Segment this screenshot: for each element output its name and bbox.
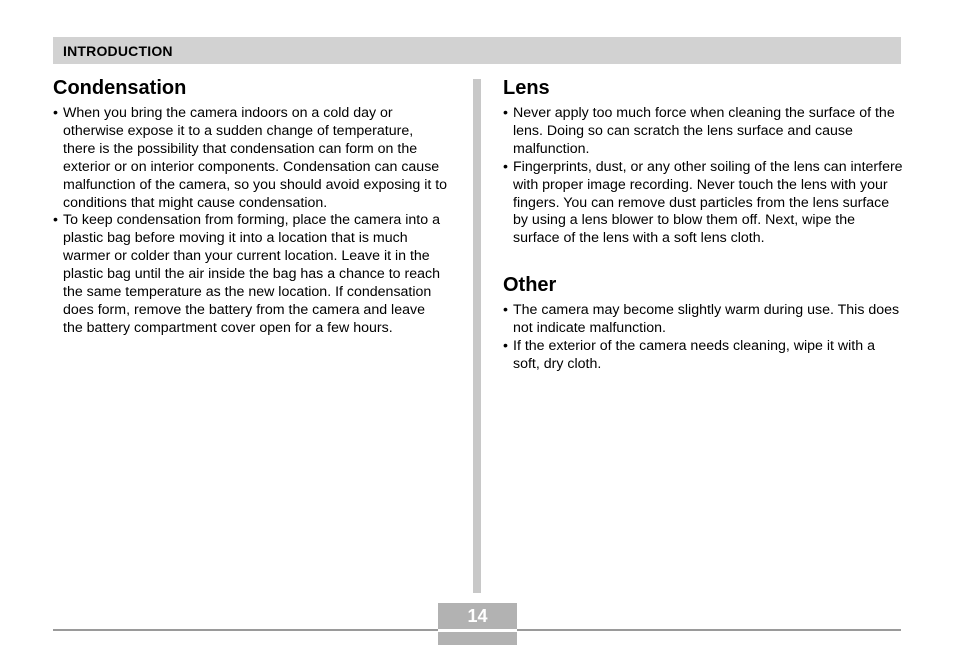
list-item: • Fingerprints, dust, or any other soiling of the lens can interfere with proper image recording. Never touch the lens with your fingers. You can remove dust particles from the lens surface by using a lens blower to blow them off. Next, wipe the surface of the lens with a soft lens cloth. bbox=[503, 159, 903, 249]
column-divider bbox=[473, 79, 481, 593]
list-item: • To keep condensation from forming, place the camera into a plastic bag before moving it into a location that is much warmer or colder than your current location. Leave it in the plastic bag until the air inside the bag has a chance to reach the same temperature as the new location. If condensation does form, remove the battery from the camera and leave the battery compartment cover open for a few hours. bbox=[53, 212, 448, 337]
page-number: 14 bbox=[467, 605, 488, 626]
page-number-box bbox=[438, 603, 517, 645]
left-column bbox=[53, 76, 448, 338]
list-item: • The camera may become slightly warm during use. This does not indicate malfunction. bbox=[503, 302, 903, 338]
right-column bbox=[503, 76, 903, 374]
other-heading: Other bbox=[503, 274, 557, 297]
lens-list bbox=[503, 105, 903, 248]
other-list bbox=[503, 302, 903, 374]
section-title: INTRODUCTION bbox=[63, 43, 173, 59]
list-item: • If the exterior of the camera needs cleaning, wipe it with a soft, dry cloth. bbox=[503, 338, 903, 374]
list-item: • Never apply too much force when cleaning the surface of the lens. Doing so can scratch the lens surface and cause malfunction. bbox=[503, 105, 903, 159]
condensation-list bbox=[53, 105, 448, 338]
lens-heading: Lens bbox=[503, 77, 550, 99]
list-item: • When you bring the camera indoors on a cold day or otherwise expose it to a sudden change of temperature, there is the possibility that condensation can form on the exterior or on interior components. Condensation can cause malfunction of the camera, so you should avoid exposing it to conditions that might cause condensation. bbox=[53, 105, 448, 212]
section-header-bar bbox=[53, 37, 901, 64]
condensation-heading: Condensation bbox=[53, 77, 187, 99]
